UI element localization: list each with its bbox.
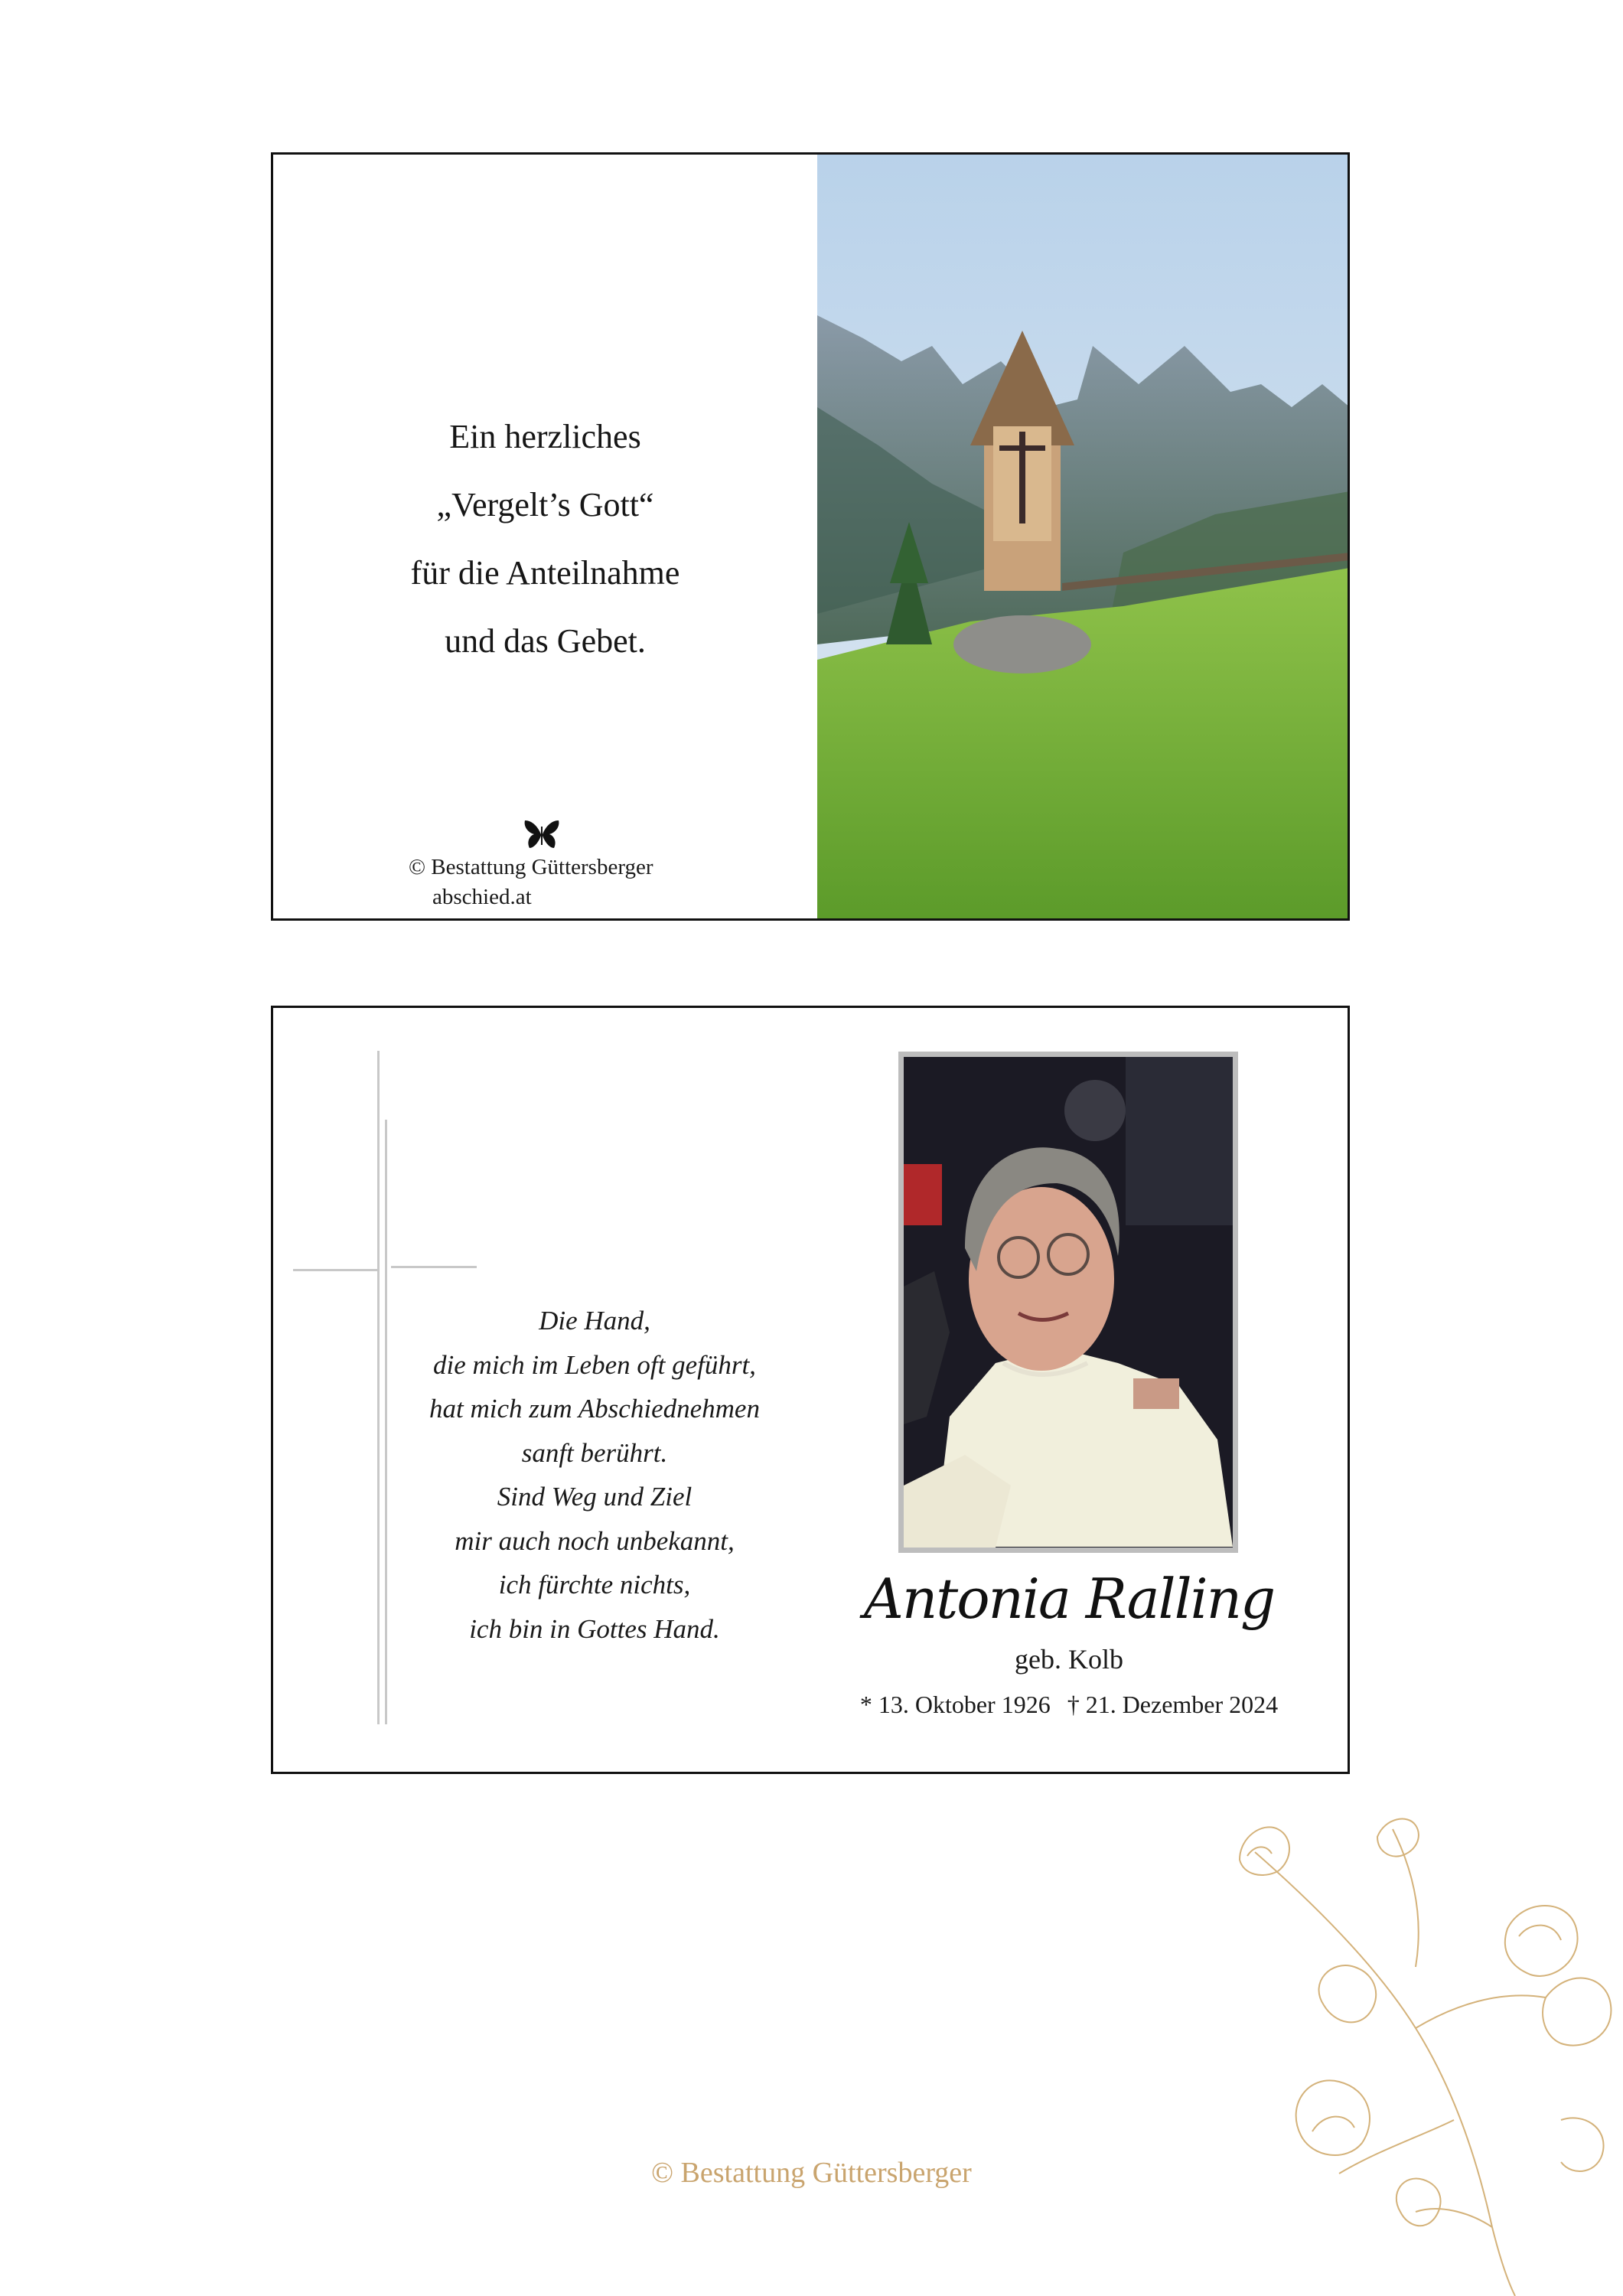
thanks-line: „Vergelt’s Gott“ bbox=[436, 486, 654, 523]
deceased-name: Antonia Ralling bbox=[863, 1567, 1275, 1631]
thanks-line: und das Gebet. bbox=[445, 622, 646, 660]
life-dates bbox=[839, 1691, 1299, 1719]
butterfly-icon bbox=[523, 819, 560, 850]
poem-line: ich fürchte nichts, bbox=[498, 1570, 691, 1600]
birth-date: * 13. Oktober 1926 bbox=[859, 1691, 1051, 1718]
thanks-line: für die Anteilnahme bbox=[410, 554, 680, 592]
thanks-line: Ein herzliches bbox=[449, 418, 641, 455]
maiden-name: geb. Kolb bbox=[1015, 1644, 1123, 1675]
poem bbox=[373, 1299, 816, 1651]
credit-website: abschied.at bbox=[432, 885, 532, 909]
footer-credit: © Bestattung Güttersberger bbox=[651, 2157, 972, 2189]
funeral-home-credit bbox=[409, 853, 653, 912]
poem-line: mir auch noch unbekannt, bbox=[455, 1525, 735, 1556]
poem-line: Sind Weg und Ziel bbox=[497, 1482, 693, 1512]
death-date: † 21. Dezember 2024 bbox=[1067, 1691, 1279, 1718]
landscape-photo bbox=[817, 155, 1350, 918]
poem-line: ich bin in Gottes Hand. bbox=[469, 1613, 720, 1644]
memorial-card bbox=[271, 1006, 1350, 1774]
thanks-text bbox=[273, 403, 817, 675]
poem-line: Die Hand, bbox=[539, 1306, 650, 1336]
poem-line: sanft berührt. bbox=[521, 1437, 668, 1468]
portrait-photo-frame bbox=[898, 1052, 1238, 1553]
thank-you-card bbox=[271, 152, 1350, 921]
poem-line: die mich im Leben oft geführt, bbox=[433, 1349, 756, 1380]
poem-line: hat mich zum Abschiednehmen bbox=[429, 1394, 760, 1424]
decorative-flower-illustration bbox=[1224, 1814, 1623, 2296]
portrait-photo bbox=[904, 1057, 1233, 1548]
credit-name: © Bestattung Güttersberger bbox=[409, 855, 653, 879]
